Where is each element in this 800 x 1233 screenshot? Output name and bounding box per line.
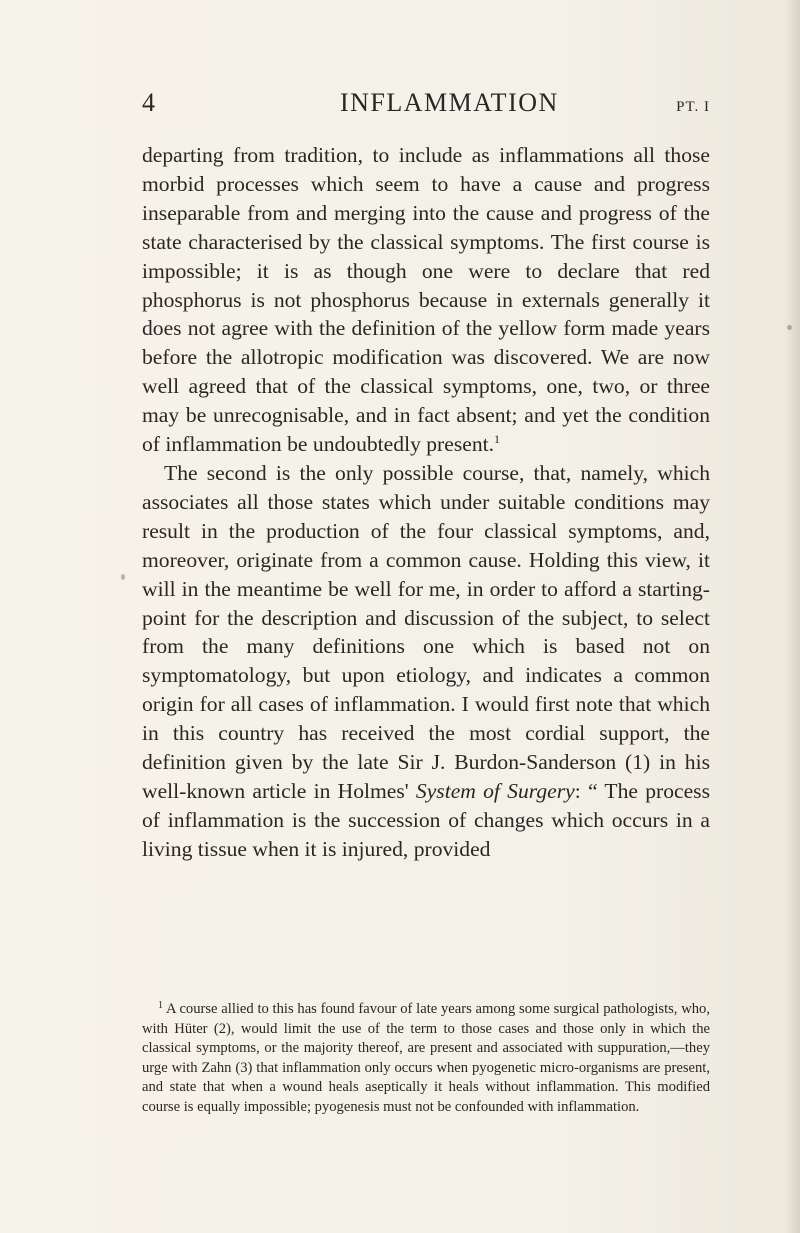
running-title: INFLAMMATION [340,88,559,117]
paragraph-2-text-a: The second is the only possible course, that, namely, which associates all those states which under suitable conditions may result in the production of the four classical symptoms, and, moreover, originate from a common cause. Holding this view, it will in the meantime be well for me, in order to afford a starting-point for the description and discussion of the subject, to select from the many definitions one which is based not on symptomatology, but upon etiology, and indicates a common origin for all cases of inflammation. I would first note that which in this country has received the most cordial support, the definition given by the late Sir J. Burdon-Sanderson (1) in his well-known article in Holmes' [142,460,710,803]
paragraph-1-text: departing from tradition, to include as inflammations all those morbid processes which seem to have a cause and progress inseparable from and merging into the cause and progress of the state characterised by the classical symptoms. The first course is impossible; it is as though one were to declare that red phosphorus is not phosphorus because in externals generally it does not agree with the definition of the yellow form made years before the allotropic modification was discovered. We are now well agreed that of the classical symptoms, one, two, or three may be unrecognisable, and in fact absent; and yet the condition of inflammation be undoubtedly present. [142,143,710,457]
paragraph-2-text-b: : “ The process of inflammation is the succession of changes which occurs in a living tissue when it is injured, provided [142,778,710,861]
footnote-text: A course allied to this has found favour of late years among some surgical pathologists, who, with Hüter (2), would limit the use of the term to those cases and those only in which the classical symptoms, or the majority thereof, are present and associated with suppuration,—they urge with Zahn (3) that inflammation only occurs when pyogenetic micro-organisms are present, and state that when a wound heals aseptically it heals without inflammation. This modified course is equally impossible; pyogenesis must not be confounded with inflammation. [142,1001,710,1115]
footnote [142,1000,710,1118]
main-text [142,141,710,864]
book-title-italic: System of Surgery [415,778,575,803]
running-header [142,88,710,122]
page-number: 4 [142,88,155,117]
page-edge-shadow [786,0,800,1233]
footnote-marker: 1 [158,1000,163,1011]
paragraph-2 [142,459,710,864]
paper-speck [121,574,125,580]
part-label: PT. I [676,99,710,115]
paragraph-1 [142,141,710,459]
footnote-reference: 1 [494,432,501,447]
paper-speck [787,325,792,330]
